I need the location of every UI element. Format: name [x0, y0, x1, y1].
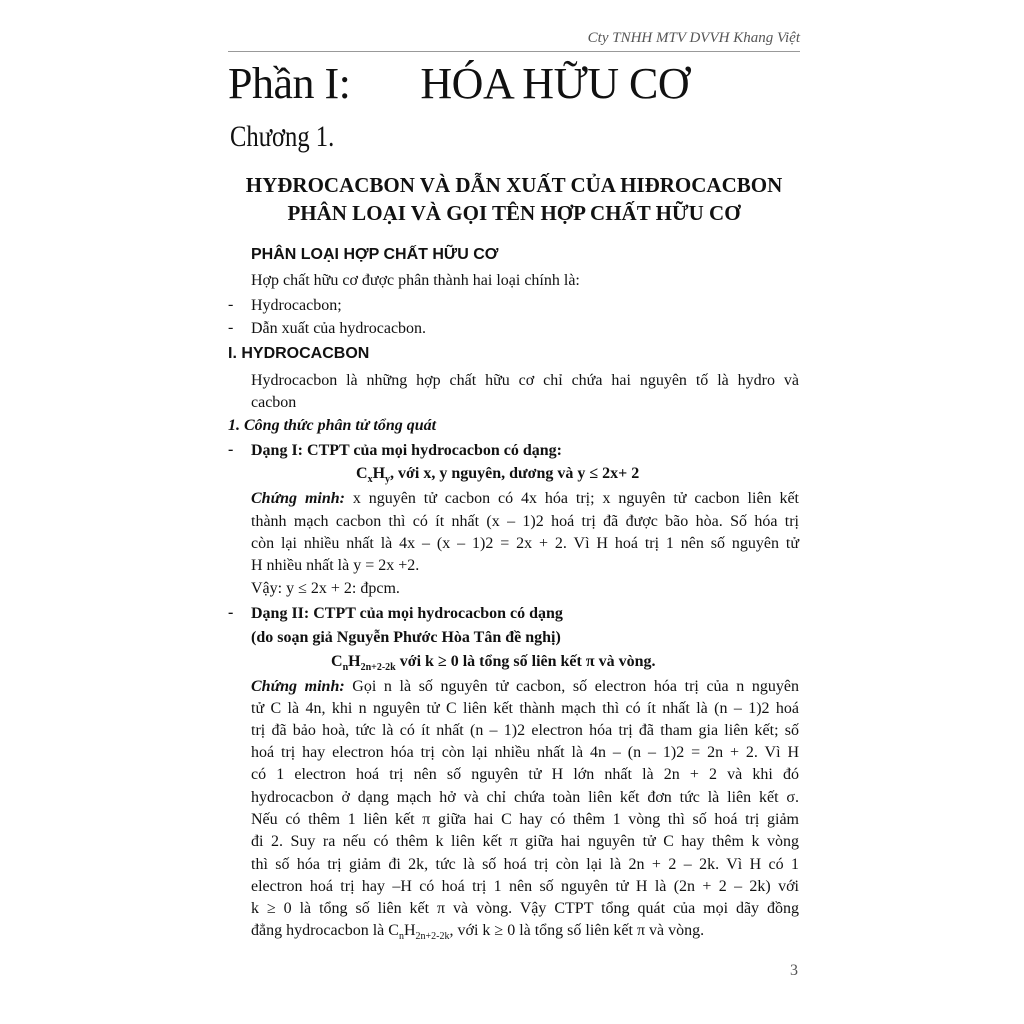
type2-proof-line: k ≥ 0 là tổng số liên kết π và vòng. Vậy CTPT tổng quát của mọi dãy đồng [251, 900, 799, 917]
type2-title: Dạng II: CTPT của mọi hydrocacbon có dạng [251, 605, 563, 622]
page-number: 3 [790, 962, 798, 979]
chapter-label: Chương 1. [230, 120, 335, 153]
proof-text: , với k ≥ 0 là tổng số liên kết π và vòng. [449, 922, 705, 939]
type2-proof-line: trị đã bảo hoà, tức là có ít nhất (n – 1)2 electron hóa trị đã tham gia liên kết; số [251, 722, 799, 739]
type2-proof-line: electron hoá trị hay –H có hoá trị 1 nên số nguyên tử H là (2n + 2 – 2k) với [251, 878, 799, 895]
proof-text: x nguyên tử cacbon có 4x hóa trị; x nguyên tử cacbon liên kết [344, 490, 799, 507]
type2-dash: - [228, 604, 234, 621]
type2-proof-last-line [251, 921, 704, 943]
list-item: Dẫn xuất của hydrocacbon. [251, 320, 427, 337]
formula-n-subscript: n [342, 662, 349, 674]
section-title-line-1: HYĐROCACBON VÀ DẪN XUẤT CỦA HIĐROCACBON [245, 173, 783, 197]
type1-proof-line: H nhiều nhất là y = 2x +2. [251, 557, 420, 574]
section-title-line-2: PHÂN LOẠI VÀ GỌI TÊN HỢP CHẤT HỮU CƠ [287, 201, 741, 225]
formula-n-subscript: n [398, 931, 404, 943]
type1-proof-line: còn lại nhiều nhất là 4x – (x – 1)2 = 2x + 2. Vì H hoá trị 1 nên số nguyên tử [251, 535, 799, 552]
type1-dash: - [228, 441, 234, 458]
type2-note: (do soạn giả Nguyễn Phước Hòa Tân đề nghị) [251, 629, 561, 646]
hydrocarbon-desc-line: cacbon [251, 394, 297, 411]
type2-formula [331, 652, 656, 674]
type2-proof-line: Nếu có thêm 1 liên kết π giữa hai C hay có thêm 1 vòng thì số hoá trị giảm [251, 811, 799, 828]
proof-text: Gọi n là số nguyên tử cacbon, số electron hóa trị của n nguyên [344, 678, 799, 695]
formula-subheading: 1. Công thức phân tử tổng quát [228, 417, 437, 434]
formula-x-subscript: x [367, 474, 373, 486]
type1-formula [356, 464, 639, 486]
formula-h: H [372, 465, 386, 482]
list-bullet: - [228, 296, 234, 313]
formula-c: C [331, 653, 343, 670]
part-label: Phần I: [228, 59, 351, 108]
type2-proof-line: thì số hóa trị giảm đi 2k, tức là số hoá trị còn lại là 2n + 2 – 2k. Vì H có 1 [251, 856, 799, 873]
formula-h-subscript: 2n+2-2k [360, 662, 396, 674]
publisher-header: Cty TNHH MTV DVVH Khang Việt [587, 30, 800, 46]
part-title [228, 59, 690, 108]
formula-y-subscript: y [385, 474, 391, 486]
type2-proof-line [251, 677, 799, 696]
type2-proof-line: đi 2. Suy ra nếu có thêm k liên kết π giữa hai nguyên tử C hay thêm k vòng [251, 833, 799, 850]
classification-intro: Hợp chất hữu cơ được phân thành hai loại chính là: [251, 272, 580, 289]
list-bullet: - [228, 319, 234, 336]
list-item: Hydrocacbon; [251, 297, 342, 314]
formula-h: H [348, 653, 361, 670]
proof-label: Chứng minh: [251, 490, 345, 507]
type2-proof-line: hydrocacbon ở dạng mạch hở và chỉ chứa toàn liên kết đơn tức là liên kết σ. [251, 789, 799, 806]
type2-proof-line: có 1 electron hoá trị nên số nguyên tử H lớn nhất là 2n + 2 và khi đó [251, 766, 799, 783]
type1-proof-line: thành mạch cacbon thì có ít nhất (x – 1)2 hoá trị đã được bão hòa. Số hóa trị [251, 513, 799, 530]
proof-text: đẳng hydrocacbon là C [251, 922, 399, 939]
type1-title: Dạng I: CTPT của mọi hydrocacbon có dạng: [251, 442, 562, 459]
hydrocarbon-desc-line: Hydrocacbon là những hợp chất hữu cơ chỉ chứa hai nguyên tố là hydro và [251, 372, 799, 389]
type1-proof-line [251, 489, 799, 508]
type2-proof-line: hoá trị hay electron hóa trị còn lại nhiều nhất là 4n – (n – 1)2 = 2n + 2. Vì H [251, 744, 799, 761]
formula-condition: , với x, y nguyên, dương và y ≤ 2x+ 2 [390, 465, 640, 482]
formula-condition: với k ≥ 0 là tổng số liên kết π và vòng. [395, 653, 656, 670]
type1-conclusion: Vậy: y ≤ 2x + 2: đpcm. [251, 580, 400, 597]
hydrocarbon-heading: I. HYDROCACBON [228, 345, 370, 362]
proof-label: Chứng minh: [251, 678, 345, 695]
formula-h: H [403, 922, 416, 939]
formula-h-subscript: 2n+2-2k [415, 931, 450, 943]
part-name: HÓA HỮU CƠ [420, 59, 690, 108]
header-divider [228, 51, 800, 52]
type2-proof-line: tử C là 4n, khi n nguyên tử C liên kết thành mạch thì có ít nhất là (n – 1)2 hoá [251, 700, 799, 717]
classification-heading: PHÂN LOẠI HỢP CHẤT HỮU CƠ [251, 246, 499, 263]
formula-c: C [356, 465, 368, 482]
